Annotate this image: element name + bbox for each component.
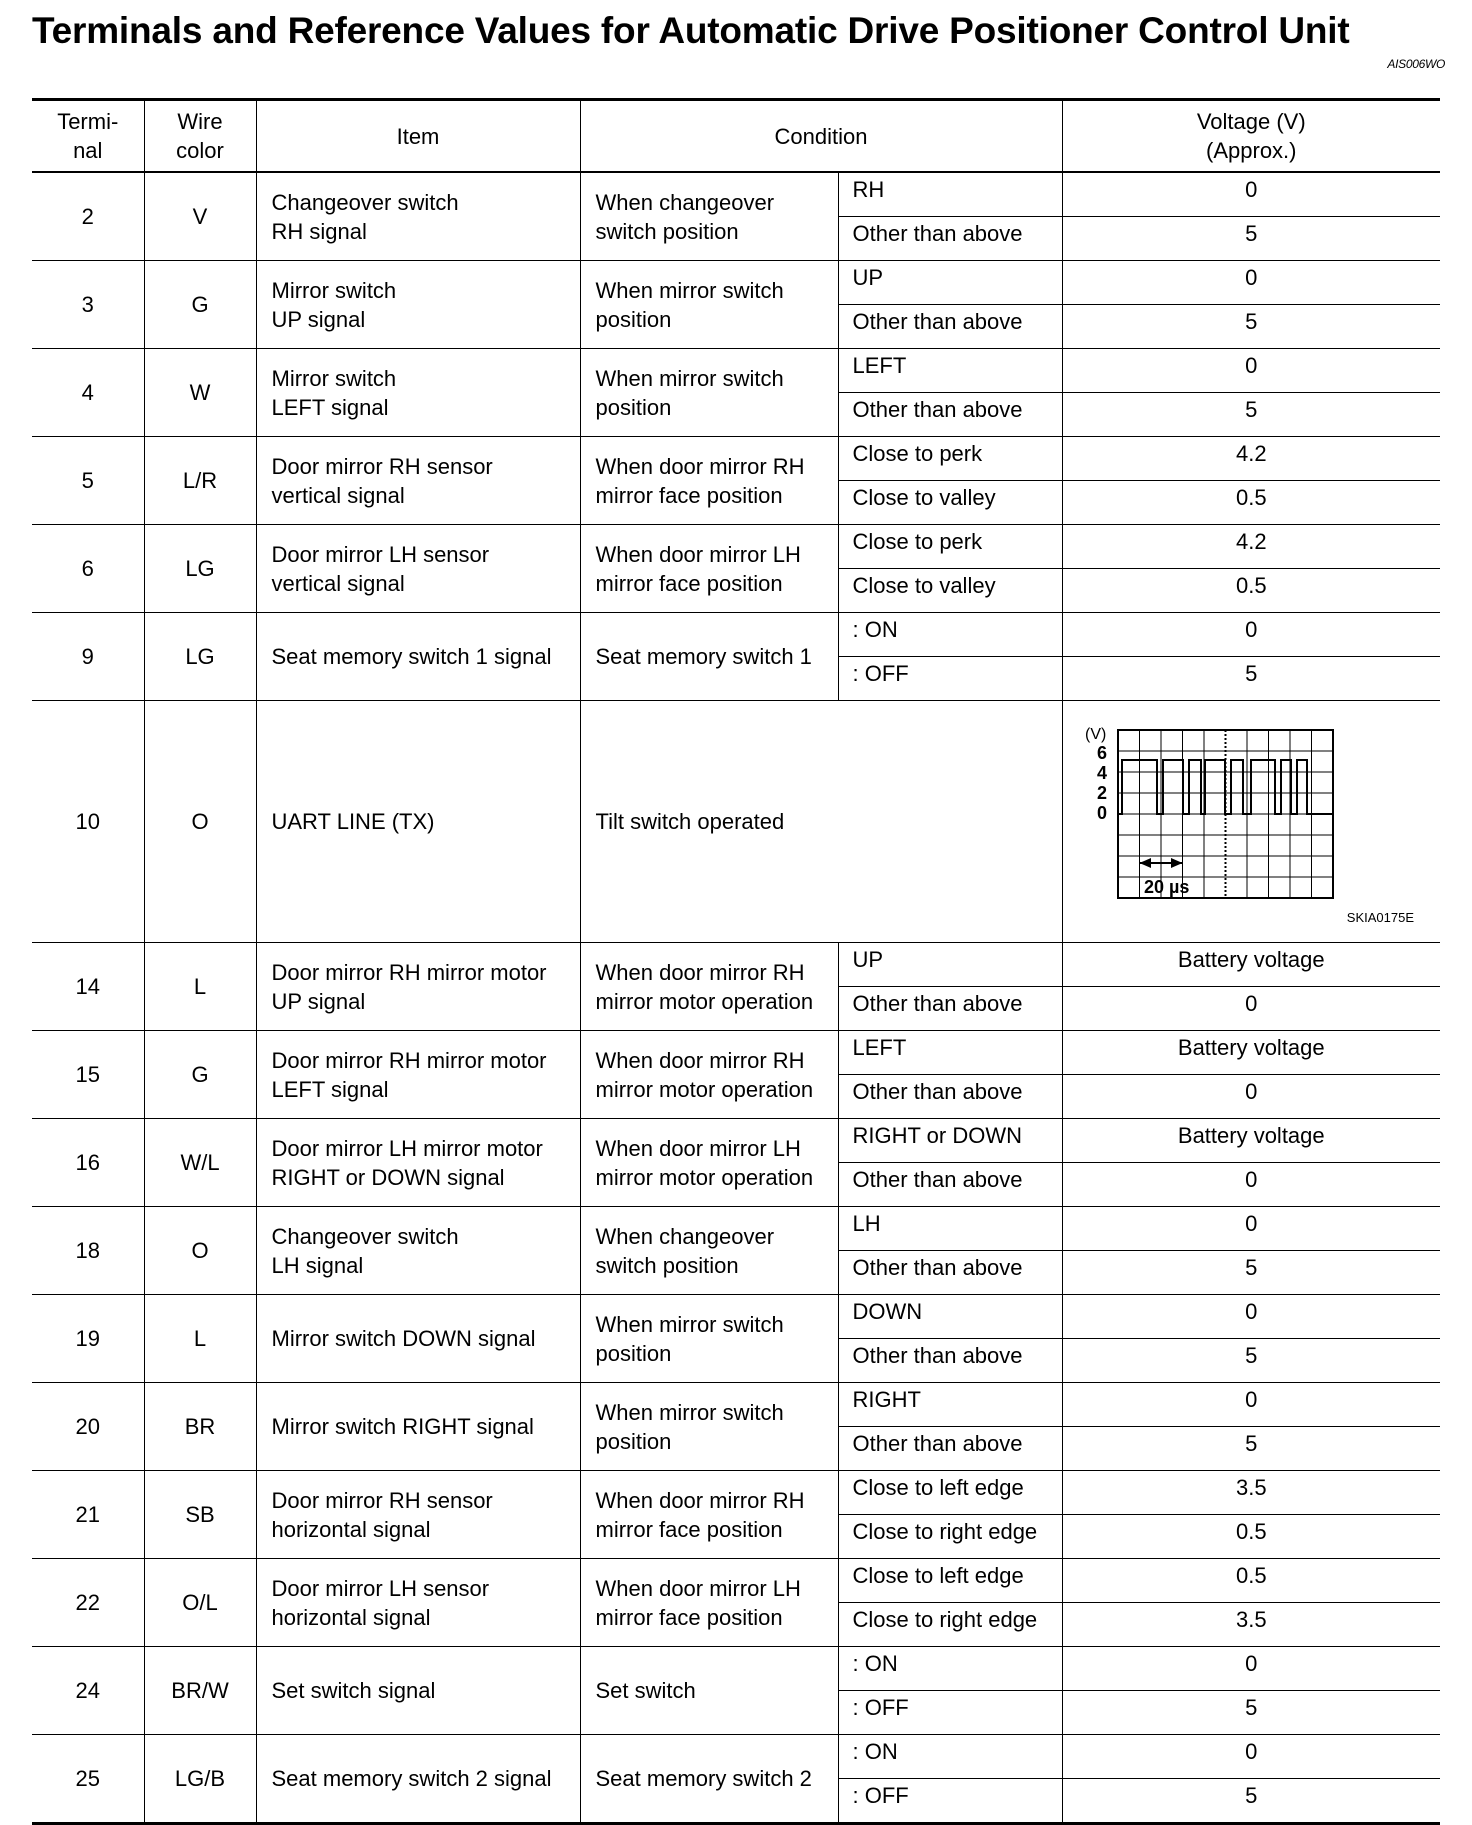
terminal-cell: 24 — [32, 1647, 144, 1735]
sub-condition-cell: Other than above — [838, 393, 1062, 437]
header-voltage: Voltage (V) (Approx.) — [1062, 100, 1440, 173]
sub-condition-cell: Other than above — [838, 1075, 1062, 1119]
waveform-tick-6: 6 — [1096, 743, 1107, 763]
condition-cell: Seat memory switch 1 — [580, 613, 838, 701]
table-row — [32, 1031, 1440, 1075]
wire-color-cell: W — [144, 349, 256, 437]
terminal-cell: 16 — [32, 1119, 144, 1207]
wire-color-cell: LG — [144, 613, 256, 701]
wire-color-cell: G — [144, 1031, 256, 1119]
terminal-cell: 22 — [32, 1559, 144, 1647]
voltage-cell: 0 — [1062, 1163, 1440, 1207]
waveform-tick-0: 0 — [1096, 803, 1107, 823]
sub-condition-cell: : OFF — [838, 657, 1062, 701]
sub-condition-cell: Close to valley — [838, 481, 1062, 525]
sub-condition-cell: Other than above — [838, 987, 1062, 1031]
wire-color-cell: BR/W — [144, 1647, 256, 1735]
sub-condition-cell: Other than above — [838, 217, 1062, 261]
item-cell: Seat memory switch 2 signal — [256, 1735, 580, 1824]
sub-condition-cell: Close to perk — [838, 525, 1062, 569]
voltage-cell: 5 — [1062, 1251, 1440, 1295]
terminal-cell: 18 — [32, 1207, 144, 1295]
voltage-cell: 5 — [1062, 305, 1440, 349]
wire-color-cell: V — [144, 172, 256, 261]
table-row — [32, 943, 1440, 987]
sub-condition-cell: Close to left edge — [838, 1559, 1062, 1603]
page-title: Terminals and Reference Values for Automatic Drive Positioner Control Unit — [32, 10, 1350, 51]
voltage-cell: 0 — [1062, 261, 1440, 305]
voltage-cell: 5 — [1062, 657, 1440, 701]
table-row — [32, 613, 1440, 657]
terminal-cell: 20 — [32, 1383, 144, 1471]
voltage-cell: 0.5 — [1062, 1559, 1440, 1603]
voltage-cell: Battery voltage — [1062, 1119, 1440, 1163]
terminal-cell: 6 — [32, 525, 144, 613]
sub-condition-cell: RIGHT or DOWN — [838, 1119, 1062, 1163]
voltage-cell: 0 — [1062, 1207, 1440, 1251]
sub-condition-cell: LEFT — [838, 1031, 1062, 1075]
sub-condition-cell: Close to valley — [838, 569, 1062, 613]
table-row — [32, 172, 1440, 217]
table-row — [32, 701, 1440, 943]
waveform-trace — [1118, 760, 1333, 814]
sub-condition-cell: RH — [838, 172, 1062, 217]
voltage-cell: 0 — [1062, 1075, 1440, 1119]
item-cell: Mirror switch DOWN signal — [256, 1295, 580, 1383]
condition-cell: When door mirror LH mirror motor operation — [580, 1119, 838, 1207]
waveform-cell — [1062, 701, 1440, 943]
wire-color-cell: BR — [144, 1383, 256, 1471]
wire-color-cell: L/R — [144, 437, 256, 525]
header-row — [32, 100, 1440, 173]
condition-cell: Set switch — [580, 1647, 838, 1735]
terminal-cell: 15 — [32, 1031, 144, 1119]
terminal-cell: 4 — [32, 349, 144, 437]
wire-color-cell: G — [144, 261, 256, 349]
sub-condition-cell: Close to perk — [838, 437, 1062, 481]
table-row — [32, 349, 1440, 393]
condition-cell: When door mirror RH mirror motor operation — [580, 1031, 838, 1119]
sub-condition-cell: Other than above — [838, 1427, 1062, 1471]
sub-condition-cell: : ON — [838, 1735, 1062, 1779]
voltage-cell: 5 — [1062, 393, 1440, 437]
item-cell: UART LINE (TX) — [256, 701, 580, 943]
header-wire-color: Wire color — [144, 100, 256, 173]
table-row — [32, 1471, 1440, 1515]
header-condition: Condition — [580, 100, 1062, 173]
voltage-cell: 3.5 — [1062, 1603, 1440, 1647]
table-row — [32, 437, 1440, 481]
voltage-cell: 0 — [1062, 1383, 1440, 1427]
item-cell: Mirror switch UP signal — [256, 261, 580, 349]
table-row — [32, 261, 1440, 305]
wire-color-cell: SB — [144, 1471, 256, 1559]
wire-color-cell: W/L — [144, 1119, 256, 1207]
sub-condition-cell: RIGHT — [838, 1383, 1062, 1427]
waveform-tick-4: 4 — [1096, 763, 1107, 783]
sub-condition-cell: Close to right edge — [838, 1515, 1062, 1559]
sub-condition-cell: LH — [838, 1207, 1062, 1251]
item-cell: Door mirror LH sensor horizontal signal — [256, 1559, 580, 1647]
sub-condition-cell: : ON — [838, 613, 1062, 657]
voltage-cell: 0 — [1062, 1647, 1440, 1691]
voltage-cell: 0.5 — [1062, 481, 1440, 525]
table-row — [32, 1119, 1440, 1163]
terminal-cell: 19 — [32, 1295, 144, 1383]
sub-condition-cell: UP — [838, 943, 1062, 987]
sub-condition-cell: LEFT — [838, 349, 1062, 393]
voltage-cell: 0 — [1062, 349, 1440, 393]
waveform-unit-label: (V) — [1084, 726, 1106, 743]
voltage-cell: 4.2 — [1062, 525, 1440, 569]
voltage-cell: 4.2 — [1062, 437, 1440, 481]
item-cell: Set switch signal — [256, 1647, 580, 1735]
condition-cell: When door mirror LH mirror face position — [580, 1559, 838, 1647]
item-cell: Door mirror RH mirror motor UP signal — [256, 943, 580, 1031]
voltage-cell: 0.5 — [1062, 1515, 1440, 1559]
item-cell: Changeover switch RH signal — [256, 172, 580, 261]
item-cell: Door mirror LH sensor vertical signal — [256, 525, 580, 613]
condition-cell: When mirror switch position — [580, 261, 838, 349]
sub-condition-cell: Other than above — [838, 1339, 1062, 1383]
item-cell: Door mirror RH sensor vertical signal — [256, 437, 580, 525]
terminal-cell: 14 — [32, 943, 144, 1031]
table-row — [32, 1735, 1440, 1779]
voltage-cell: 0 — [1062, 1735, 1440, 1779]
terminal-cell: 3 — [32, 261, 144, 349]
sub-condition-cell: Other than above — [838, 1163, 1062, 1207]
condition-cell: Seat memory switch 2 — [580, 1735, 838, 1824]
sub-condition-cell: UP — [838, 261, 1062, 305]
condition-cell: When changeover switch position — [580, 172, 838, 261]
voltage-cell: 5 — [1062, 217, 1440, 261]
terminal-cell: 25 — [32, 1735, 144, 1824]
table-row — [32, 1559, 1440, 1603]
sub-condition-cell: Other than above — [838, 305, 1062, 349]
condition-cell: When door mirror LH mirror face position — [580, 525, 838, 613]
sub-condition-cell: Other than above — [838, 1251, 1062, 1295]
condition-cell: When changeover switch position — [580, 1207, 838, 1295]
condition-cell: When door mirror RH mirror motor operation — [580, 943, 838, 1031]
item-cell: Door mirror LH mirror motor RIGHT or DOWN signal — [256, 1119, 580, 1207]
figure-id: SKIA0175E — [1346, 910, 1415, 925]
condition-cell: When mirror switch position — [580, 349, 838, 437]
item-cell: Mirror switch LEFT signal — [256, 349, 580, 437]
item-cell: Seat memory switch 1 signal — [256, 613, 580, 701]
terminal-cell: 9 — [32, 613, 144, 701]
condition-cell: When door mirror RH mirror face position — [580, 437, 838, 525]
wire-color-cell: LG/B — [144, 1735, 256, 1824]
terminal-reference-table — [32, 98, 1440, 1825]
terminal-cell: 21 — [32, 1471, 144, 1559]
wire-color-cell: L — [144, 1295, 256, 1383]
condition-cell: When door mirror RH mirror face position — [580, 1471, 838, 1559]
terminal-cell: 5 — [32, 437, 144, 525]
sub-condition-cell: DOWN — [838, 1295, 1062, 1339]
sub-condition-cell: Close to left edge — [838, 1471, 1062, 1515]
document-id: AIS006WO — [1387, 57, 1445, 71]
item-cell: Mirror switch RIGHT signal — [256, 1383, 580, 1471]
voltage-cell: 0 — [1062, 613, 1440, 657]
item-cell: Door mirror RH mirror motor LEFT signal — [256, 1031, 580, 1119]
table-row — [32, 1647, 1440, 1691]
voltage-cell: Battery voltage — [1062, 1031, 1440, 1075]
header-item: Item — [256, 100, 580, 173]
waveform-time-label: 20 µs — [1143, 877, 1189, 897]
wire-color-cell: O/L — [144, 1559, 256, 1647]
sub-condition-cell: Close to right edge — [838, 1603, 1062, 1647]
header-terminal: Termi- nal — [32, 100, 144, 173]
condition-cell: When mirror switch position — [580, 1383, 838, 1471]
condition-cell: When mirror switch position — [580, 1295, 838, 1383]
sub-condition-cell: : OFF — [838, 1691, 1062, 1735]
item-cell: Door mirror RH sensor horizontal signal — [256, 1471, 580, 1559]
wire-color-cell: O — [144, 701, 256, 943]
item-cell: Changeover switch LH signal — [256, 1207, 580, 1295]
voltage-cell: 3.5 — [1062, 1471, 1440, 1515]
voltage-cell: Battery voltage — [1062, 943, 1440, 987]
sub-condition-cell: : ON — [838, 1647, 1062, 1691]
table-row — [32, 1383, 1440, 1427]
voltage-cell: 0 — [1062, 1295, 1440, 1339]
table-row — [32, 525, 1440, 569]
voltage-cell: 0 — [1062, 172, 1440, 217]
condition-cell: Tilt switch operated — [580, 701, 1062, 943]
terminal-cell: 10 — [32, 701, 144, 943]
table-row — [32, 1295, 1440, 1339]
wire-color-cell: LG — [144, 525, 256, 613]
voltage-cell: 5 — [1062, 1339, 1440, 1383]
voltage-cell: 5 — [1062, 1779, 1440, 1824]
voltage-cell: 0 — [1062, 987, 1440, 1031]
wire-color-cell: L — [144, 943, 256, 1031]
waveform-oscilloscope — [1085, 723, 1335, 913]
voltage-cell: 0.5 — [1062, 569, 1440, 613]
table-row — [32, 1207, 1440, 1251]
sub-condition-cell: : OFF — [838, 1779, 1062, 1824]
terminal-cell: 2 — [32, 172, 144, 261]
voltage-cell: 5 — [1062, 1691, 1440, 1735]
voltage-cell: 5 — [1062, 1427, 1440, 1471]
waveform-tick-2: 2 — [1096, 783, 1107, 803]
wire-color-cell: O — [144, 1207, 256, 1295]
